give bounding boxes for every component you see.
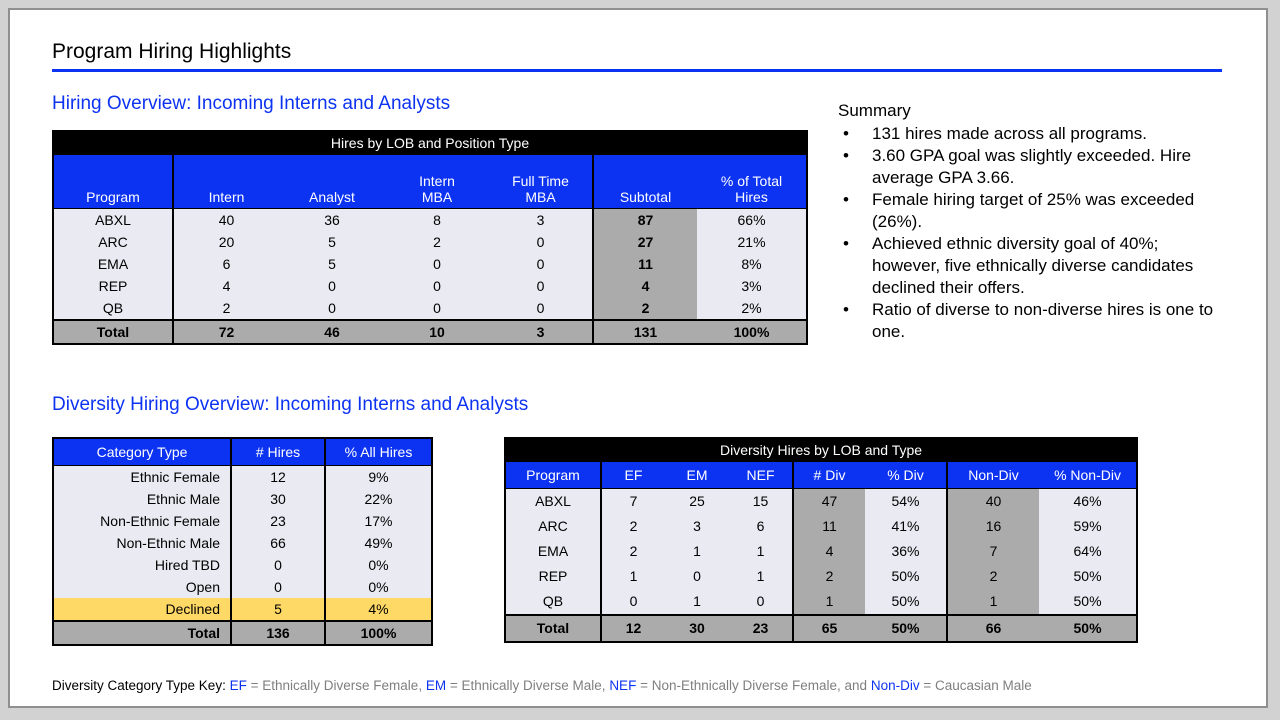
table-row bbox=[53, 275, 807, 297]
total-value-cell: 12 bbox=[601, 615, 665, 642]
header-cell: % All Hires bbox=[325, 438, 432, 466]
value-cell: 50% bbox=[1039, 564, 1137, 589]
total-row bbox=[53, 621, 432, 645]
table-row bbox=[505, 589, 1137, 615]
total-value-cell: 65 bbox=[793, 615, 865, 642]
subtotal-cell: 4 bbox=[593, 275, 697, 297]
value-cell: 8 bbox=[385, 209, 489, 232]
header-cell: NEF bbox=[729, 462, 793, 489]
table-title-row bbox=[505, 438, 1137, 462]
value-cell: 5 bbox=[279, 253, 385, 275]
subtotal-cell: 27 bbox=[593, 231, 697, 253]
div-count-cell: 4 bbox=[793, 539, 865, 564]
program-cell: QB bbox=[53, 297, 173, 320]
value-cell: 0 bbox=[231, 554, 325, 576]
program-cell: ABXL bbox=[53, 209, 173, 232]
category-type-table bbox=[52, 437, 433, 646]
value-cell: 0 bbox=[729, 589, 793, 615]
value-cell: 2 bbox=[601, 539, 665, 564]
program-cell: EMA bbox=[53, 253, 173, 275]
section-heading-hiring-overview: Hiring Overview: Incoming Interns and Analysts bbox=[52, 93, 451, 114]
value-cell: 3% bbox=[697, 275, 807, 297]
category-cell: Non-Ethnic Male bbox=[53, 532, 231, 554]
total-value-cell: 66 bbox=[947, 615, 1039, 642]
total-row bbox=[53, 320, 807, 344]
header-cell bbox=[489, 155, 593, 209]
value-cell: 2 bbox=[385, 231, 489, 253]
table-row bbox=[53, 297, 807, 320]
value-cell: 40 bbox=[173, 209, 279, 232]
value-cell: 50% bbox=[1039, 589, 1137, 615]
table-row bbox=[53, 576, 432, 598]
table-row bbox=[53, 510, 432, 532]
table-header-row bbox=[53, 155, 807, 209]
value-cell: 41% bbox=[865, 514, 947, 539]
value-cell: 0 bbox=[601, 589, 665, 615]
nondiv-count-cell: 16 bbox=[947, 514, 1039, 539]
value-cell: 22% bbox=[325, 488, 432, 510]
table-title-row bbox=[53, 131, 807, 155]
value-cell: 59% bbox=[1039, 514, 1137, 539]
key-definition: = Ethnically Diverse Female, bbox=[250, 678, 423, 693]
table-row bbox=[53, 253, 807, 275]
value-cell: 0 bbox=[489, 275, 593, 297]
total-value-cell: 50% bbox=[1039, 615, 1137, 642]
table-title: Diversity Hires by LOB and Type bbox=[505, 438, 1137, 462]
value-cell: 54% bbox=[865, 489, 947, 515]
total-label-cell: Total bbox=[505, 615, 601, 642]
key-term: EM bbox=[425, 678, 447, 693]
category-cell: Ethnic Female bbox=[53, 466, 231, 489]
value-cell: 66% bbox=[697, 209, 807, 232]
value-cell: 0% bbox=[325, 576, 432, 598]
value-cell: 36% bbox=[865, 539, 947, 564]
header-cell bbox=[385, 155, 489, 209]
program-cell: EMA bbox=[505, 539, 601, 564]
value-cell: 0 bbox=[489, 231, 593, 253]
column-label: Program bbox=[86, 189, 140, 205]
value-cell: 49% bbox=[325, 532, 432, 554]
nondiv-count-cell: 40 bbox=[947, 489, 1039, 515]
diversity-key-footer bbox=[52, 678, 1232, 693]
div-count-cell: 1 bbox=[793, 589, 865, 615]
header-cell: Category Type bbox=[53, 438, 231, 466]
table-row bbox=[53, 209, 807, 232]
value-cell: 15 bbox=[729, 489, 793, 515]
value-cell: 5 bbox=[279, 231, 385, 253]
total-value-cell: 136 bbox=[231, 621, 325, 645]
value-cell: 0 bbox=[279, 297, 385, 320]
value-cell: 50% bbox=[865, 589, 947, 615]
table-row bbox=[505, 514, 1137, 539]
bullet-text: • Female hiring target of 25% was exceeded (26%). bbox=[872, 190, 1195, 231]
category-cell: Non-Ethnic Female bbox=[53, 510, 231, 532]
column-label: % of Total Hires bbox=[720, 173, 783, 205]
table-header-row bbox=[505, 462, 1137, 489]
value-cell: 0% bbox=[325, 554, 432, 576]
program-cell: REP bbox=[505, 564, 601, 589]
div-count-cell: 2 bbox=[793, 564, 865, 589]
bullet-text: • Achieved ethnic diversity goal of 40%; however, five ethnically diverse candidates declined their offers. bbox=[872, 234, 1194, 297]
subtotal-cell: 2 bbox=[593, 297, 697, 320]
total-value-cell: 23 bbox=[729, 615, 793, 642]
total-value-cell: 100% bbox=[697, 320, 807, 344]
table-row bbox=[53, 554, 432, 576]
key-term: EF bbox=[229, 678, 247, 693]
value-cell: 17% bbox=[325, 510, 432, 532]
summary-bullet bbox=[838, 123, 1222, 145]
value-cell: 8% bbox=[697, 253, 807, 275]
diversity-hires-table bbox=[504, 437, 1138, 643]
key-definition: = Caucasian Male bbox=[923, 678, 1032, 693]
value-cell: 0 bbox=[489, 297, 593, 320]
value-cell: 0 bbox=[665, 564, 729, 589]
table-row bbox=[505, 539, 1137, 564]
category-cell: Declined bbox=[53, 598, 231, 621]
program-cell: REP bbox=[53, 275, 173, 297]
total-value-cell: 100% bbox=[325, 621, 432, 645]
key-term: Non-Div bbox=[870, 678, 920, 693]
column-label: Intern MBA bbox=[419, 173, 455, 205]
program-cell: QB bbox=[505, 589, 601, 615]
total-value-cell: 30 bbox=[665, 615, 729, 642]
section-heading-diversity-overview: Diversity Hiring Overview: Incoming Interns and Analysts bbox=[52, 394, 529, 415]
total-value-cell: 131 bbox=[593, 320, 697, 344]
total-label-cell: Total bbox=[53, 320, 173, 344]
value-cell: 2% bbox=[697, 297, 807, 320]
bullet-text: • 3.60 GPA goal was slightly exceeded. Hire average GPA 3.66. bbox=[872, 146, 1192, 187]
value-cell: 1 bbox=[665, 589, 729, 615]
category-cell: Open bbox=[53, 576, 231, 598]
column-label: Analyst bbox=[309, 189, 355, 205]
value-cell: 1 bbox=[665, 539, 729, 564]
value-cell: 3 bbox=[665, 514, 729, 539]
total-value-cell: 46 bbox=[279, 320, 385, 344]
value-cell: 12 bbox=[231, 466, 325, 489]
program-cell: ARC bbox=[53, 231, 173, 253]
value-cell: 0 bbox=[385, 275, 489, 297]
value-cell: 3 bbox=[489, 209, 593, 232]
key-definition: = Non-Ethnically Diverse Female, and bbox=[640, 678, 868, 693]
header-cell: % Non-Div bbox=[1039, 462, 1137, 489]
table-row bbox=[505, 489, 1137, 515]
summary-bullet-list bbox=[838, 123, 1222, 343]
div-count-cell: 47 bbox=[793, 489, 865, 515]
summary-bullet bbox=[838, 299, 1222, 343]
value-cell: 66 bbox=[231, 532, 325, 554]
value-cell: 46% bbox=[1039, 489, 1137, 515]
header-cell bbox=[697, 155, 807, 209]
value-cell: 1 bbox=[729, 564, 793, 589]
total-value-cell: 50% bbox=[865, 615, 947, 642]
value-cell: 36 bbox=[279, 209, 385, 232]
title-underline bbox=[52, 69, 1222, 72]
nondiv-count-cell: 1 bbox=[947, 589, 1039, 615]
value-cell: 2 bbox=[601, 514, 665, 539]
program-cell: ARC bbox=[505, 514, 601, 539]
table-row-declined-highlight bbox=[53, 598, 432, 621]
header-cell: % Div bbox=[865, 462, 947, 489]
value-cell: 64% bbox=[1039, 539, 1137, 564]
summary-bullet bbox=[838, 189, 1222, 233]
category-cell: Hired TBD bbox=[53, 554, 231, 576]
category-cell: Ethnic Male bbox=[53, 488, 231, 510]
summary-bullet bbox=[838, 233, 1222, 299]
header-cell bbox=[173, 155, 279, 209]
table-row bbox=[53, 231, 807, 253]
total-value-cell: 3 bbox=[489, 320, 593, 344]
header-cell bbox=[53, 155, 173, 209]
value-cell: 1 bbox=[729, 539, 793, 564]
column-label: Intern bbox=[208, 189, 245, 205]
header-cell bbox=[279, 155, 385, 209]
header-cell: # Div bbox=[793, 462, 865, 489]
table-header-row bbox=[53, 438, 432, 466]
value-cell: 21% bbox=[697, 231, 807, 253]
value-cell: 50% bbox=[865, 564, 947, 589]
header-cell: EM bbox=[665, 462, 729, 489]
value-cell: 30 bbox=[231, 488, 325, 510]
program-cell: ABXL bbox=[505, 489, 601, 515]
value-cell: 20 bbox=[173, 231, 279, 253]
value-cell: 4 bbox=[173, 275, 279, 297]
value-cell: 0 bbox=[279, 275, 385, 297]
subtotal-cell: 87 bbox=[593, 209, 697, 232]
summary-panel bbox=[838, 100, 1222, 343]
summary-bullet bbox=[838, 145, 1222, 189]
subtotal-cell: 11 bbox=[593, 253, 697, 275]
value-cell: 6 bbox=[729, 514, 793, 539]
header-cell: Non-Div bbox=[947, 462, 1039, 489]
value-cell: 7 bbox=[601, 489, 665, 515]
column-label: Full Time MBA bbox=[512, 173, 569, 205]
value-cell: 0 bbox=[385, 297, 489, 320]
bullet-text: • Ratio of diverse to non-diverse hires is one to one. bbox=[872, 300, 1214, 341]
value-cell: 1 bbox=[601, 564, 665, 589]
value-cell: 6 bbox=[173, 253, 279, 275]
total-value-cell: 10 bbox=[385, 320, 489, 344]
value-cell: 25 bbox=[665, 489, 729, 515]
column-label: Subtotal bbox=[619, 189, 672, 205]
div-count-cell: 11 bbox=[793, 514, 865, 539]
value-cell: 23 bbox=[231, 510, 325, 532]
summary-title: Summary bbox=[838, 101, 911, 120]
key-term: NEF bbox=[609, 678, 637, 693]
value-cell: 9% bbox=[325, 466, 432, 489]
header-cell: Program bbox=[505, 462, 601, 489]
bullet-text: • 131 hires made across all programs. bbox=[872, 124, 1147, 143]
total-label-cell: Total bbox=[53, 621, 231, 645]
table-row bbox=[53, 466, 432, 489]
table-row bbox=[53, 532, 432, 554]
nondiv-count-cell: 7 bbox=[947, 539, 1039, 564]
page-title: Program Hiring Highlights bbox=[52, 40, 292, 63]
total-value-cell: 72 bbox=[173, 320, 279, 344]
hires-by-lob-table bbox=[52, 130, 808, 345]
value-cell: 4% bbox=[325, 598, 432, 621]
key-label: Diversity Category Type Key: bbox=[52, 678, 226, 693]
table-row bbox=[505, 564, 1137, 589]
value-cell: 5 bbox=[231, 598, 325, 621]
value-cell: 0 bbox=[231, 576, 325, 598]
value-cell: 2 bbox=[173, 297, 279, 320]
header-cell bbox=[593, 155, 697, 209]
nondiv-count-cell: 2 bbox=[947, 564, 1039, 589]
header-cell: # Hires bbox=[231, 438, 325, 466]
header-cell: EF bbox=[601, 462, 665, 489]
table-title: Hires by LOB and Position Type bbox=[53, 131, 807, 155]
total-row bbox=[505, 615, 1137, 642]
value-cell: 0 bbox=[385, 253, 489, 275]
key-definition: = Ethnically Diverse Male, bbox=[449, 678, 606, 693]
value-cell: 0 bbox=[489, 253, 593, 275]
table-row bbox=[53, 488, 432, 510]
